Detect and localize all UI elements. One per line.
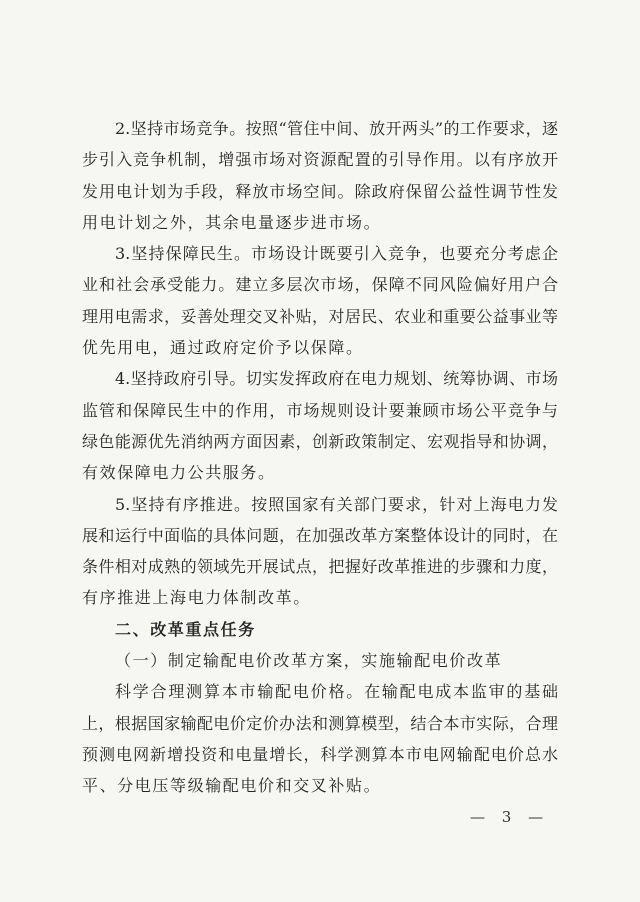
paragraph [82, 676, 558, 801]
text-line: 展和运行中面临的具体问题，在加强改革方案整体设计的同时，在 [82, 525, 558, 545]
text-line: 有效保障电力公共服务。 [82, 463, 276, 483]
text-line: 条件相对成熟的领域先开展试点，把握好改革推进的步骤和力度， [82, 557, 558, 577]
text-line: 理用电需求，妥善处理交叉补贴，对居民、农业和重要公益事业等 [82, 306, 558, 326]
paragraph [82, 363, 558, 488]
page-number: — 3 — [470, 808, 550, 826]
text-line: 5.坚持有序推进。按照国家有关部门要求，针对上海电力发 [115, 494, 558, 514]
text-line: 4.坚持政府引导。切实发挥政府在电力规划、统筹协调、市场 [115, 369, 558, 389]
paragraph [82, 238, 558, 363]
text-line: 有序推进上海电力体制改革。 [82, 588, 311, 608]
text-line: 步引入竞争机制，增强市场对资源配置的引导作用。以有序放开 [82, 150, 558, 170]
text-line: 2.坚持市场竞争。按照“管住中间、放开两头”的工作要求，逐 [115, 119, 558, 138]
paragraph [82, 113, 558, 238]
text-line: 预测电网新增投资和电量增长，科学测算本市电网输配电价总水 [82, 744, 558, 764]
text-line: 二、改革重点任务 [115, 619, 256, 639]
text-line: 发用电计划为手段，释放市场空间。除政府保留公益性调节性发 [82, 181, 558, 201]
text-line: 监管和保障民生中的作用，市场规则设计要兼顾市场公平竞争与 [82, 400, 558, 420]
subsection-heading [82, 645, 558, 676]
paragraph [82, 489, 558, 614]
text-line: 用电计划之外，其余电量逐步进市场。 [82, 212, 382, 232]
text-line: 绿色能源优先消纳两方面因素，创新政策制定、宏观指导和协调， [82, 431, 558, 451]
text-line: （一）制定输配电价改革方案，实施输配电价改革 [115, 651, 503, 671]
section-heading [82, 614, 558, 645]
text-line: 科学合理测算本市输配电价格。在输配电成本监审的基础 [115, 682, 558, 702]
text-line: 上，根据国家输配电价定价办法和测算模型，结合本市实际，合理 [82, 713, 558, 733]
text-line: 平、分电压等级输配电价和交叉补贴。 [82, 776, 382, 796]
text-line: 3.坚持保障民生。市场设计既要引入竞争，也要充分考虑企 [115, 244, 558, 264]
text-line: 业和社会承受能力。建立多层次市场，保障不同风险偏好用户合 [82, 275, 558, 295]
document-body [82, 113, 558, 802]
text-line: 优先用电，通过政府定价予以保障。 [82, 338, 364, 358]
